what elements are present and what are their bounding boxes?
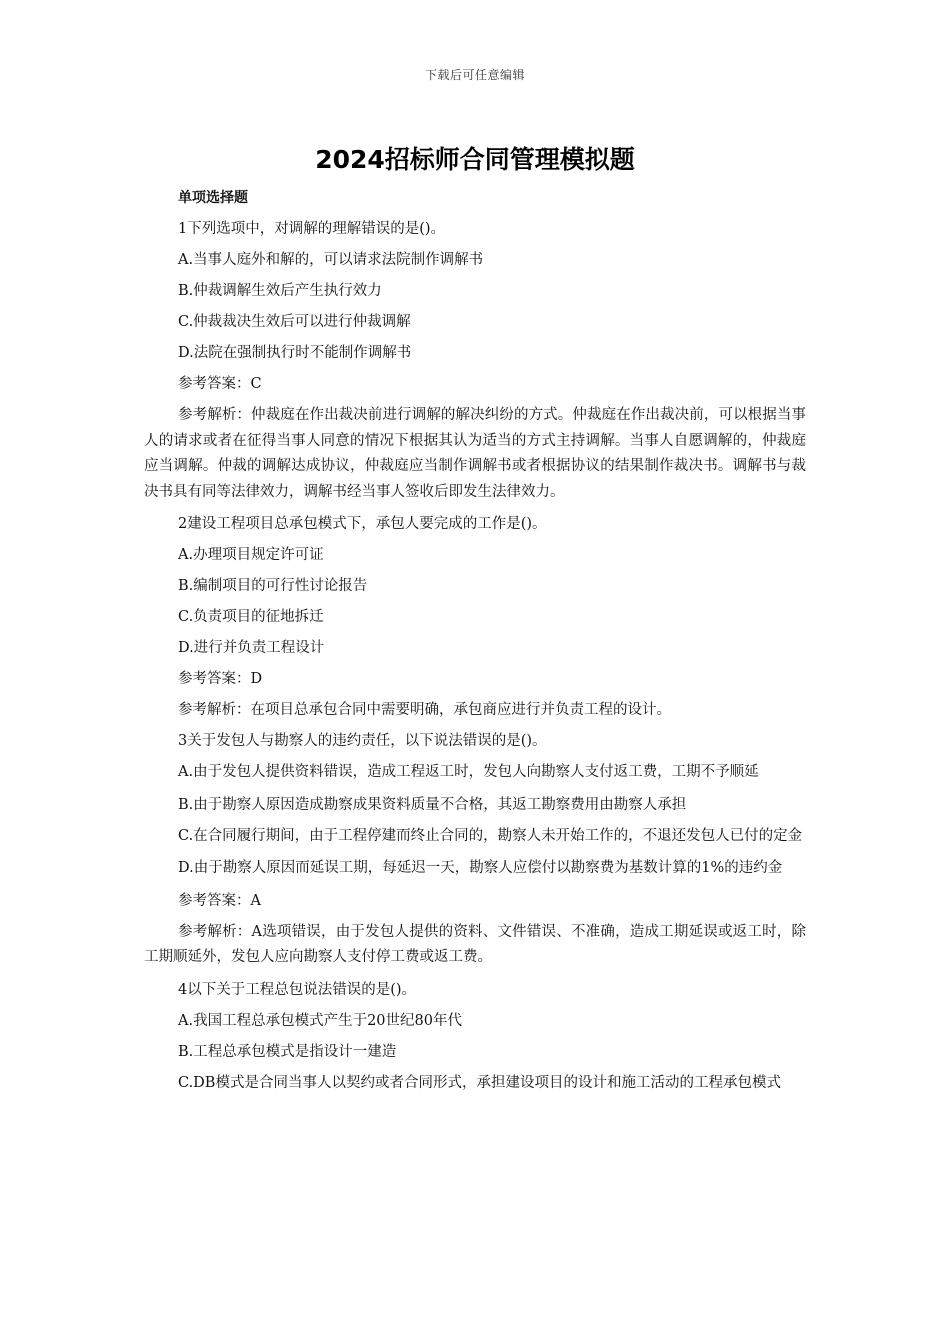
- section-heading: 单项选择题: [178, 190, 248, 206]
- document-body: [144, 186, 806, 1103]
- analysis: 参考解析：A选项错误，由于发包人提供的资料、文件错误、不准确，造成工期延误或返工时，除工期顺延外，发包人应向勘察人支付停工费或返工费。: [144, 923, 806, 965]
- answer: 参考答案：A: [178, 892, 261, 909]
- option-d: D.由于勘察人原因而延误工期，每延迟一天，勘察人应偿付以勘察费为基数计算的1%的违约金: [178, 860, 783, 876]
- option-a: A.办理项目规定许可证: [178, 547, 324, 563]
- option-c: C.在合同履行期间，由于工程停建而终止合同的，勘察人未开始工作的，不退还发包人已付的定金: [178, 827, 803, 844]
- question-stem: 2建设工程项目总承包模式下，承包人要完成的工作是()。: [178, 516, 547, 532]
- option-c: C.DB模式是合同当事人以契约或者合同形式，承担建设项目的设计和施工活动的工程承包模式: [178, 1074, 781, 1091]
- option-b: B.工程总承包模式是指设计一建造: [178, 1043, 397, 1060]
- header-note: 下载后可任意编辑: [424, 68, 525, 82]
- option-a: A.我国工程总承包模式产生于20世纪80年代: [178, 1012, 462, 1029]
- answer: 参考答案：C: [178, 376, 262, 392]
- analysis: 参考解析：在项目总承包合同中需要明确，承包商应进行并负责工程的设计。: [178, 702, 671, 718]
- question-1: [144, 217, 806, 505]
- option-d: D.法院在强制执行时不能制作调解书: [178, 345, 412, 361]
- option-b: B.编制项目的可行性讨论报告: [178, 578, 368, 594]
- analysis: 参考解析：仲裁庭在作出裁决前进行调解的解决纠纷的方式。仲裁庭在作出裁决前，可以根据当事人的请求或者在征得当事人同意的情况下根据其认为适当的方式主持调解。当事人自愿调解的，仲裁庭应当调解。仲裁的调解达成协议，仲裁庭应当制作调解书或者根据协议的结果制作裁决书。调解书与裁决书具有同等法律效力，调解书经当事人签收后即发生法律效力。: [144, 407, 806, 500]
- option-a: A.由于发包人提供资料错误，造成工程返工时，发包人向勘察人支付返工费，工期不予顺延: [178, 764, 759, 780]
- option-b: B.由于勘察人原因造成勘察成果资料质量不合格，其返工勘察费用由勘察人承担: [178, 796, 687, 813]
- document-title: 2024招标师合同管理模拟题: [315, 145, 635, 174]
- question-2: [144, 512, 806, 722]
- answer: 参考答案：D: [178, 671, 263, 687]
- option-c: C.负责项目的征地拆迁: [178, 609, 324, 625]
- question-stem: 3关于发包人与勘察人的违约责任，以下说法错误的是()。: [178, 733, 547, 749]
- question-stem: 1下列选项中，对调解的理解错误的是()。: [178, 221, 446, 237]
- option-c: C.仲裁裁决生效后可以进行仲裁调解: [178, 314, 411, 330]
- question-stem: 4以下关于工程总包说法错误的是()。: [178, 981, 417, 998]
- option-d: D.进行并负责工程设计: [178, 640, 325, 656]
- question-3: [144, 729, 806, 971]
- question-4: [144, 978, 806, 1097]
- option-b: B.仲裁调解生效后产生执行效力: [178, 283, 382, 299]
- option-a: A.当事人庭外和解的，可以请求法院制作调解书: [178, 252, 484, 268]
